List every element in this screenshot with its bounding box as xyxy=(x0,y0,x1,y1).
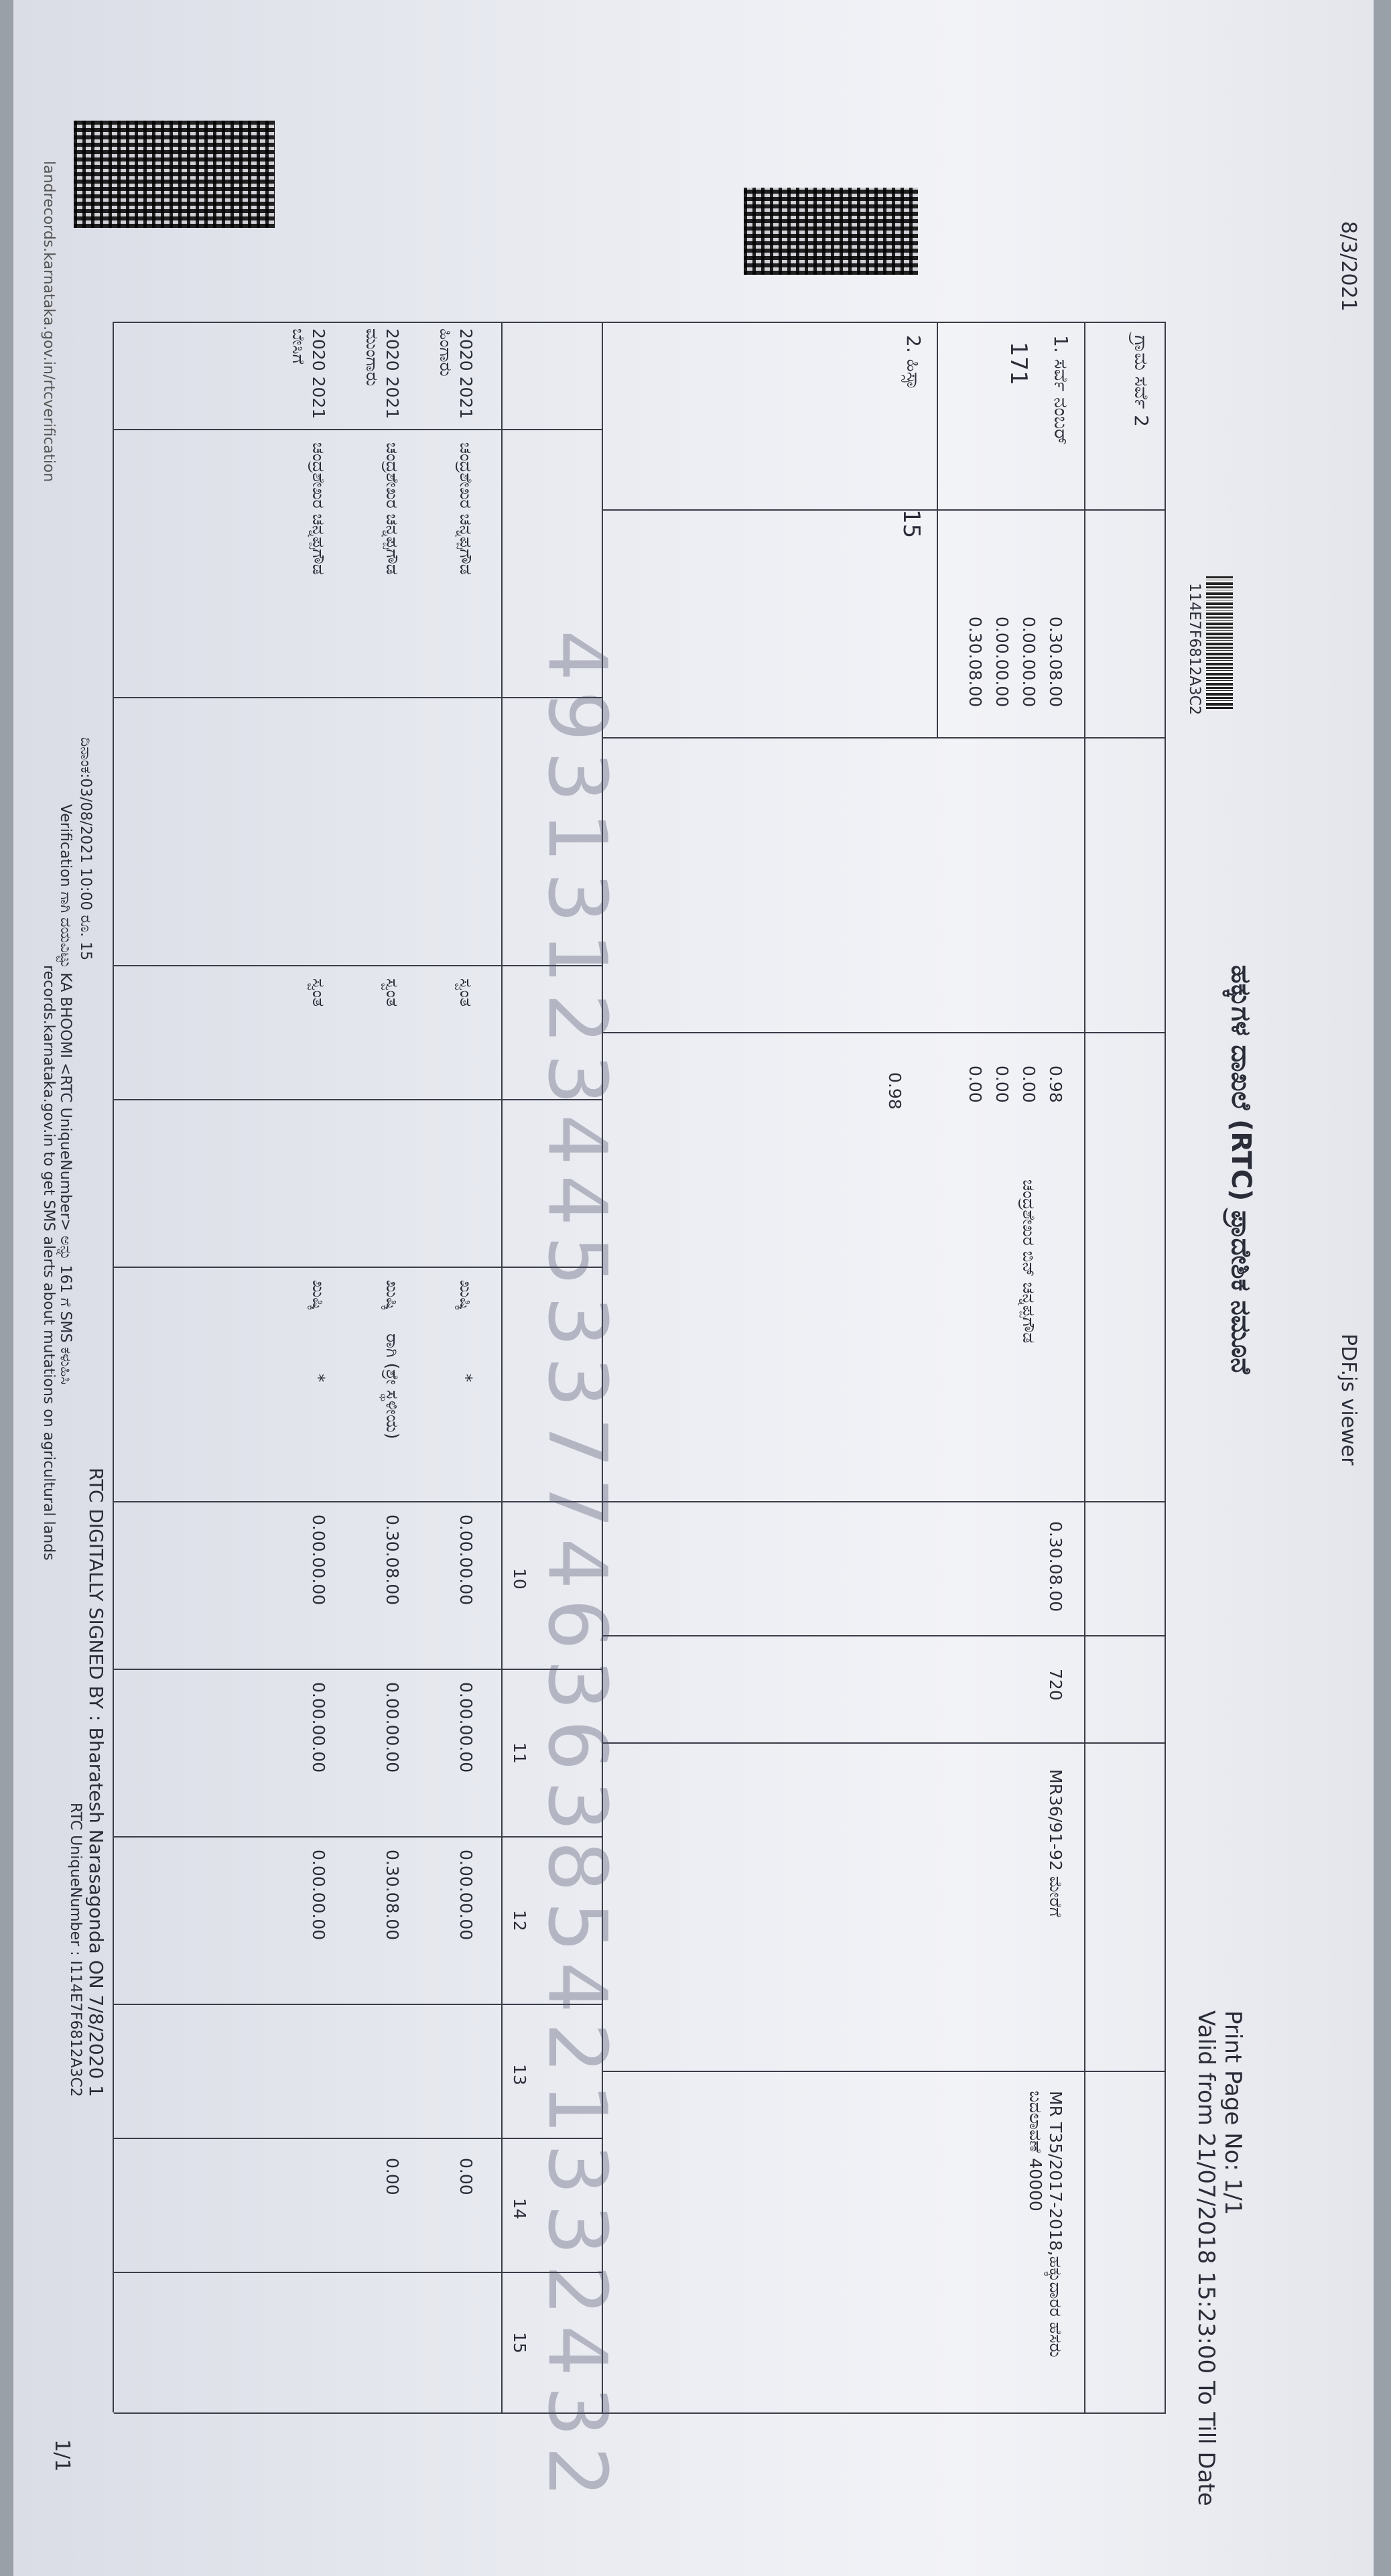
table-row-3-v2: 0.00.00.00 xyxy=(309,1682,328,1773)
table-row-2-v3: 0.30.08.00 xyxy=(383,1850,402,1941)
table-row-3-v3: 0.00.00.00 xyxy=(309,1850,328,1941)
col-num-13: 13 xyxy=(510,2064,529,2085)
table-row-2-crop: ರಾಗಿ (ಶ್ರೇ ಸ್ಥಳೀಯ) xyxy=(383,1334,402,1439)
divider xyxy=(603,1635,1166,1636)
kharab-row-3: 0.00 xyxy=(992,1066,1012,1103)
table-row-2-owner: ಚಂದ್ರಶೇಖರ ಚನ್ನಪ್ಪಗೌಡ xyxy=(383,442,402,575)
footer-verify: Verification ಗಾಗಿ ದಯವಿಟ್ಟು KA BHOOMI <RTC UniqueNumber> ಅನ್ನು 161 ಗೆ SMS ಕಳುಹಿಸಿ xyxy=(57,804,74,1385)
kharab-row-2: 0.00 xyxy=(1019,1066,1039,1103)
table-row-1-a: ಸ್ವಂತ xyxy=(456,978,476,1007)
print-date: 8/3/2021 xyxy=(1337,221,1360,312)
rtc-document xyxy=(34,27,1367,2506)
table-bottom xyxy=(113,322,114,2412)
page-title: ಹಕ್ಕುಗಳ ದಾಖಲೆ (RTC) ಪ್ರಾದೇಶಿಕ ನಮೂನೆ xyxy=(1226,965,1256,1374)
table-row-1-b: ಖುಷ್ಕಿ xyxy=(456,1280,476,1311)
table-row-2-col13: 0.00 xyxy=(383,2158,402,2195)
table-row-3-b: ಖುಷ್ಕಿ xyxy=(309,1280,328,1311)
owner-khata: 720 xyxy=(1046,1669,1065,1701)
extent-row-4: 0.30.08.00 xyxy=(966,617,985,708)
table-row-2-season: ಮುಂಗಾರು xyxy=(362,328,382,387)
table-row-1-v2: 0.00.00.00 xyxy=(456,1682,476,1773)
table-row-3-a: ಸ್ವಂತ xyxy=(309,978,328,1007)
table-row-1-v3: 0.00.00.00 xyxy=(456,1850,476,1941)
village-label: ಗ್ರಾಮ ಸರ್ವೆ 2 xyxy=(1130,335,1152,427)
divider xyxy=(603,509,1166,511)
viewer-title: PDF.js viewer xyxy=(1337,1334,1360,1466)
table-row-1-crop: * xyxy=(456,1374,476,1382)
watermark-number: 4931312344533774636385421332432 xyxy=(530,630,623,2507)
table-row-3-v1: 0.00.00.00 xyxy=(309,1515,328,1606)
mutation-text: MR36/91-92 ಮೇರೆಗೆ xyxy=(1046,1769,1065,1917)
divider xyxy=(603,1032,1166,1033)
rtc-code: 114E7F6812A3C2 xyxy=(1186,583,1203,715)
table-row-3-year: 2020 2021 xyxy=(309,328,328,420)
table-row-2-year: 2020 2021 xyxy=(383,328,402,420)
table-row-2-a: ಸ್ವಂತ xyxy=(383,978,402,1007)
divider xyxy=(501,322,503,2412)
divider xyxy=(937,322,938,737)
divider xyxy=(603,737,1166,738)
validity-text: Valid from 21/07/2018 15:23:00 To Till Date xyxy=(1193,2010,1219,2506)
kharab-total: 0.98 xyxy=(885,1072,905,1110)
page-count: 1/1 xyxy=(50,2439,74,2472)
hissa-no: 15 xyxy=(898,509,925,539)
divider xyxy=(603,1742,1166,1744)
col-num-12: 12 xyxy=(510,1910,529,1931)
extent-row-2: 0.00.00.00 xyxy=(1019,617,1039,708)
table-row-1-col13: 0.00 xyxy=(456,2158,476,2195)
footer-unique: RTC UniqueNumber : I114E7F6812A3C2 xyxy=(67,1803,84,2097)
table-row-1-owner: ಚಂದ್ರಶೇಖರ ಚನ್ನಪ್ಪಗೌಡ xyxy=(456,442,476,575)
table-left xyxy=(114,322,1166,323)
extent-row-3: 0.00.00.00 xyxy=(992,617,1012,708)
mutation-ref: MR T35/2017-2018,ಹಕ್ಕುದಾರರ ಹೆಸರು ಬದಲಾವಣೆ 40000 xyxy=(1026,2091,1065,2358)
paper-sheet xyxy=(13,0,1374,2576)
footer-signed: RTC DIGITALLY SIGNED BY : Bharatesh Narasagonda ON 7/8/2020 1 xyxy=(85,1468,107,2098)
footer-date: ದಿನಾಂಕ:03/08/2021 10:00 ರೂ. 15 xyxy=(77,737,94,961)
table-row-2-v1: 0.30.08.00 xyxy=(383,1515,402,1606)
owner-name: ಚಂದ್ರಶೇಖರ ಬಿನ್ ಚನ್ನಪ್ಪಗೌಡ xyxy=(1019,1179,1039,1344)
table-row-2-b: ಖುಷ್ಕಿ xyxy=(383,1280,402,1311)
extent-row-1: 0.30.08.00 xyxy=(1046,617,1065,708)
table-row-3-crop: * xyxy=(309,1374,328,1382)
barcode xyxy=(1206,576,1233,710)
survey-no-label: 1. ಸರ್ವೆ ನಂಬರ್ xyxy=(1050,335,1072,445)
table-row-2-v2: 0.00.00.00 xyxy=(383,1682,402,1773)
col-num-15: 15 xyxy=(510,2332,529,2354)
table-top xyxy=(1165,322,1166,2412)
table-row-1-year: 2020 2021 xyxy=(456,328,476,420)
survey-no: 171 xyxy=(1005,342,1032,385)
divider xyxy=(1084,322,1085,2412)
divider xyxy=(603,1501,1166,1502)
table-row-3-owner: ಚಂದ್ರಶೇಖರ ಚನ್ನಪ್ಪಗೌಡ xyxy=(309,442,328,575)
print-page-number: Print Page No: 1/1 xyxy=(1219,2010,1246,2215)
col-num-10: 10 xyxy=(510,1568,529,1590)
hissa-label: 2. ಹಿಸ್ಸಾ xyxy=(903,335,925,391)
divider xyxy=(114,429,603,430)
footer-url: landrecords.karnataka.gov.in/rtcverification xyxy=(40,161,57,482)
kharab-row-4: 0.00 xyxy=(966,1066,985,1103)
table-right xyxy=(114,2412,1166,2414)
table-row-1-season: ಹಿಂಗಾರು xyxy=(436,328,456,377)
col-num-14: 14 xyxy=(510,2198,529,2219)
footer-sms: records.karnataka.gov.in to get SMS alerts about mutations on agricultural lands xyxy=(40,965,57,1561)
kharab-row-1: 0.98 xyxy=(1046,1066,1065,1103)
table-row-1-v1: 0.00.00.00 xyxy=(456,1515,476,1606)
divider xyxy=(603,2071,1166,2072)
table-row-3-season: ಬೇಸಿಗೆ xyxy=(289,328,308,365)
owner-extent: 0.30.08.00 xyxy=(1046,1521,1065,1612)
col-num-11: 11 xyxy=(510,1742,529,1764)
